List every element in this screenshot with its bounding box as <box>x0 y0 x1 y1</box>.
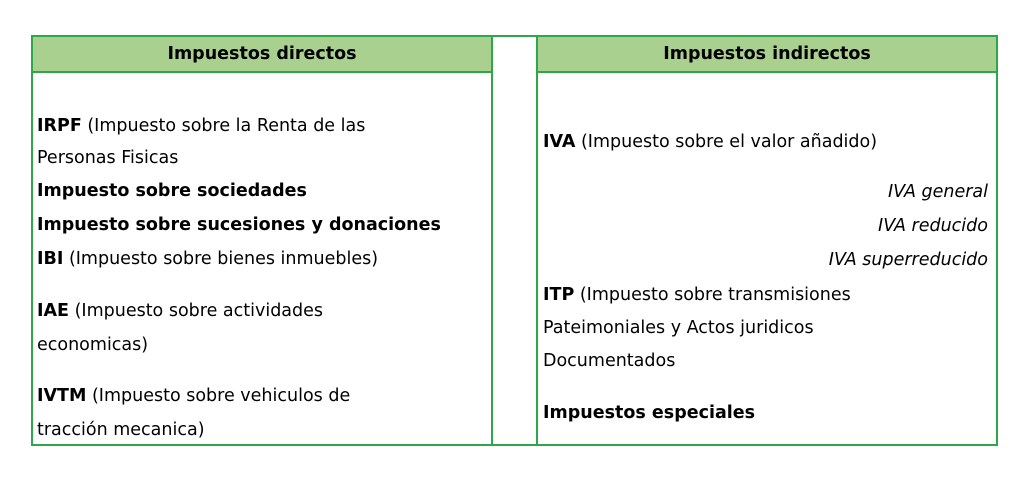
itp-desc-line3: Documentados <box>543 351 676 371</box>
ibi-desc: (Impuesto sobre bienes inmuebles) <box>63 249 379 269</box>
iva-general-item: IVA general <box>888 182 988 202</box>
sociedades-item: Impuesto sobre sociedades <box>37 181 307 201</box>
iae-desc-line1: (Impuesto sobre actividades <box>69 301 324 321</box>
iae-desc-line2: economicas) <box>37 335 149 355</box>
itp-desc-line2: Pateimoniales y Actos juridicos <box>543 318 814 338</box>
itp-desc-line1: (Impuesto sobre transmisiones <box>574 285 851 305</box>
irpf-code: IRPF <box>37 116 82 136</box>
ibi-item <box>37 243 378 275</box>
irpf-desc-line1: (Impuesto sobre la Renta de las <box>81 116 366 136</box>
iva-superreducido-item: IVA superreducido <box>828 250 988 270</box>
ivtm-code: IVTM <box>37 386 87 406</box>
sucesiones-item: Impuesto sobre sucesiones y donaciones <box>37 215 441 235</box>
direct-taxes-header: Impuestos directos <box>33 37 491 73</box>
ibi-code: IBI <box>37 249 64 269</box>
iva-code: IVA <box>543 132 576 152</box>
ivtm-desc-line2: tracción mecanica) <box>37 420 205 440</box>
iae-line1 <box>37 295 323 327</box>
impuestos-especiales-item: Impuestos especiales <box>543 403 756 423</box>
itp-line1 <box>543 279 851 311</box>
iae-code: IAE <box>37 301 70 321</box>
iva-item <box>543 126 877 158</box>
separator-column <box>493 35 536 446</box>
irpf-line1 <box>37 110 365 142</box>
iva-desc: (Impuesto sobre el valor añadido) <box>575 132 878 152</box>
indirect-taxes-header: Impuestos indirectos <box>538 37 996 73</box>
iva-reducido-item: IVA reducido <box>878 216 988 236</box>
itp-code: ITP <box>543 285 575 305</box>
ivtm-desc-line1: (Impuesto sobre vehiculos de <box>86 386 351 406</box>
ivtm-line1 <box>37 380 350 412</box>
irpf-desc-line2: Personas Fisicas <box>37 148 179 168</box>
